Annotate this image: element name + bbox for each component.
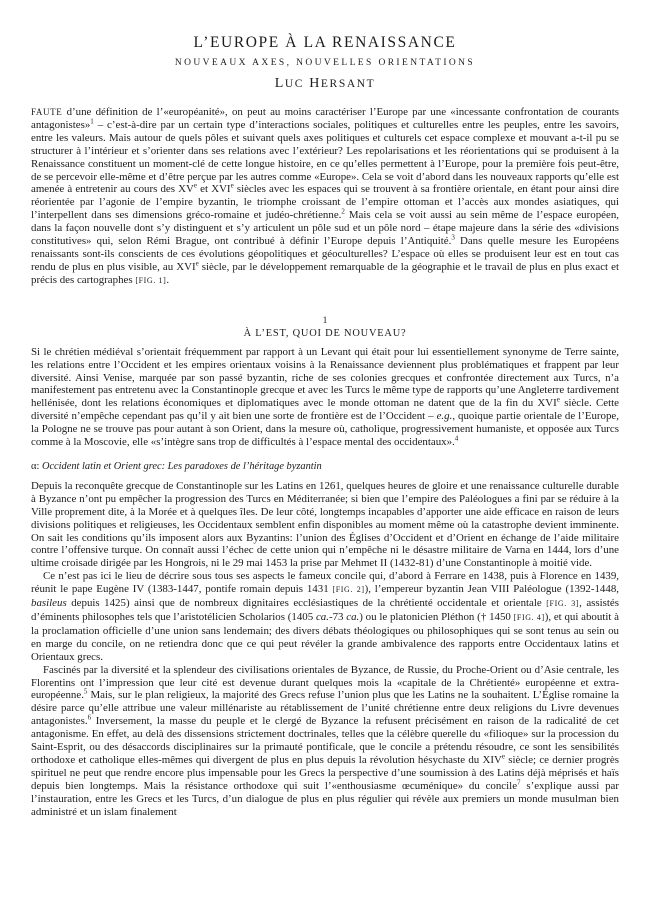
figure-reference: [FIG. 3] xyxy=(546,599,580,609)
subsection-heading xyxy=(31,461,619,472)
intro-lead-word: FAUTE xyxy=(31,107,63,117)
body-text: ), l’empereur byzantin Jean VIII Paléologue (1392-1448, xyxy=(364,583,619,596)
subsection-paragraph-2 xyxy=(31,570,619,663)
ordinal-sup: e xyxy=(193,181,198,190)
intro-text: d’une définition de l’«européanité», on peut au moins caractériser l’Europe par une «incessante confrontation de courants antagonistes» xyxy=(31,106,619,131)
body-text: siècle. Cette diversité n’empêche cependant pas qu’il y ait bien une sorte de frontière est de l’Occident – xyxy=(31,397,619,423)
footnote-ref: 1 xyxy=(90,117,94,126)
intro-text: siècles avec les espaces qui se trouvent à sa frontière orientale, en étant pour ainsi dire réorientée par l’agonie de l’empire byzantin, le triomphe croissant de l’empire ottoman et l’accès aux mondes asiatiques, qui l’interpellent dans ses dimensions gréco-romaine et judéo-chrétienne. xyxy=(31,183,619,222)
footnote-ref: 6 xyxy=(87,713,92,722)
ordinal-sup: e xyxy=(556,395,560,404)
italic-abbrev: ca. xyxy=(346,611,360,623)
figure-reference: [FIG. 4] xyxy=(513,613,545,622)
article-author xyxy=(31,76,619,92)
section-title: À L’EST, QUOI DE NOUVEAU? xyxy=(243,327,407,339)
footnote-ref: 3 xyxy=(451,233,455,242)
body-text: siècle; ce dernier progrès spirituel ne peut que rendre encore plus impensable pour les Grecs la perspective d’une soumission à des Latins déjà méprisés et haïs depuis bien longtemps. Mais la résistance orthodoxe qui suit l’«enthousiasme œcuménique» du concile xyxy=(31,753,619,792)
author-initial-first: L xyxy=(274,76,285,91)
footnote-ref: 5 xyxy=(83,687,88,696)
author-first-rest: UC xyxy=(284,78,305,90)
figure-reference: [FIG. 2] xyxy=(332,585,365,595)
article-title: L’EUROPE À LA RENAISSANCE xyxy=(193,34,457,51)
intro-text: Mais cela se voit aussi au sein même de l’espace européen, dans la façon nouvelle dont s’y distinguent et s’y articulent un pôle sud et un pôle nord – étape majeure dans la série des «divisions constitutives» qui, selon Rémi Brague, ont contribué à définir l’Europe depuis l’Antiquité. xyxy=(31,209,619,248)
intro-text: – c’est-à-dire par un certain type d’interactions sociales, politiques et culturelles entre les peuples, entre les savoirs, entre les valeurs. Mais autour de quels pôles et suivant quels axes politiques et culturels cet espace complexe et mouvant a-t-il pu se structurer à l’intérieur et s’orienter dans ses relations avec l’extérieur? Les repolarisations et les réorientations qui se produisent à la Renaissance constituent un moment-clé de cette longue histoire, en ce qu’elles permettent à l’Europe, pour la première fois peut-être, de se percevoir elle-même et d’être perçue par les autres comme «Europe». Cela se voit d’abord dans les nouveaux rapports qu’elle est amenée à entretenir au cours des XV xyxy=(31,118,619,196)
body-text: Mais, sur le plan religieux, la majorité des Grecs refuse l’union plus que les Latins ne la souhaitent. L’Église romaine la désire parce qu’elle attribue une valeur millénariste au rétablissement de l’unité chrétienne entre deux religions du Livre devenues antagonistes. xyxy=(31,689,619,728)
footnote-ref: 4 xyxy=(454,434,459,443)
footnote-ref: 7 xyxy=(517,778,521,787)
intro-text: et XVI xyxy=(197,183,231,196)
intro-text: siècle, par le développement remarquable de la géographie et le travail de plus en plus exact et précis des cartographes xyxy=(31,260,619,286)
body-text: Depuis la reconquête grecque de Constantinople sur les Latins en 1261, quelques heures de gloire et une renaissance culturelle durable à Byzance n’ont pu empêcher la progression des Turcs en Méditerranée; si bien que l’empire des Paléologues a fini par se réduire à la Ville proprement dite, à la Morée et à quelques îles. De leur côté, longtemps incapables d’apporter une aide efficace en raison de leurs divisions politiques et religieuses, les Occidentaux semblent enfin disponibles au moment même où la catastrophe devient imminente. On sait les conditions qu’ils imposent alors aux Byzantins: l’union des Églises d’Occident et d’Orient en échange de l’aide militaire contre l’offensive turque. On connaît aussi l’échec de cette union qui n’empêche ni le désastre militaire de Varna en 1444, lors d’une ultime croisade dirigée par les Hongrois, ni le 29 mai 1453 la prise par Mehmet II (1432-81) d’une Constantinople à moitié vide. xyxy=(31,479,619,570)
body-text: Inversement, la masse du peuple et le clergé de Byzance la refusent précisément en raison de la radicalité de cet antagonisme. En effet, au delà des dissensions strictement doctrinales, telles que la célèbre querelle du «filioque» sur la procession du Saint-Esprit, ou des désaccords disciplinaires sur la primauté pontificale, que le concile a prétendu résoudre, ce sont les sensibilités orthodoxe et catholique elles-mêmes qui divergent de plus en plus depuis la révolution hésychaste du XIV xyxy=(31,715,619,766)
body-text: depuis 1425) ainsi que de nombreux dignitaires ecclésiastiques de la chrétienté occidentale et orientale xyxy=(66,597,547,610)
intro-paragraph xyxy=(31,106,619,288)
body-text: ) ou le platonicien Pléthon († 1450 xyxy=(359,611,514,623)
article-subtitle: NOUVEAUX AXES, NOUVELLES ORIENTATIONS xyxy=(174,58,476,68)
subsection-paragraph-1 xyxy=(31,480,619,570)
section-1-heading xyxy=(31,316,619,339)
section-1-paragraph xyxy=(31,346,619,449)
body-text: Fascinés par la diversité et la splendeur des civilisations orientales de Byzance, de Russie, du Proche-Orient ou d’Asie centrale, les Florentins ont l’impression que leur cité est devenue durant quelques mois la «capitale de la Chrétienté» européenne et extra-européenne. xyxy=(31,663,619,702)
ordinal-sup: e xyxy=(501,752,505,761)
figure-reference: [FIG. 1] xyxy=(135,275,167,285)
body-text: s’explique aussi par l’instauration, entre les Grecs et les Turcs, d’un dialogue de plus en plus régulier qui révèle aux premiers un monde musulman bien administré et un islam finalement xyxy=(31,779,619,818)
body-text: , assistés d’éminents philosophes tels que l’aristotélicien Scholarios (1405 xyxy=(31,597,619,623)
intro-text: . xyxy=(166,273,170,286)
body-text: -73 xyxy=(328,611,347,623)
author-initial-last: H xyxy=(309,76,321,91)
ordinal-sup: e xyxy=(230,181,234,190)
subsection-paragraph-3 xyxy=(31,664,619,819)
ordinal-sup: e xyxy=(195,259,199,268)
italic-word: basileus xyxy=(31,597,67,610)
body-text: Si le chrétien médiéval s’orientait fréquemment par rapport à un Levant qui était pour lui essentiellement synonyme de Terre sainte, les relations entre l’Occident et les empires orientaux voisins à la Renaissance deviennent plus problématiques et frappent par leur diversité. Ainsi Venise, marquée par son passé byzantin, riche de ses colonies grecques et confrontée directement aux Turcs, n’a manifestement pas entretenu avec la Constantinople grecque et avec les Turcs le même type de rapports qu’une Angleterre tardivement hellénisée, dont les relations économiques et diplomatiques avec le monde ottoman ne datent que de la fin du XVI xyxy=(31,345,619,410)
body-text: ), et qui aboutit à la proclamation officielle d’une union sans lendemain; des divers débats théologiques ou philosophiques qui se sont tenus au sein ou en marge du concile, on ne retiendra donc que ce qui peut révéler la grande ambivalence des rapports entre Occidentaux latins et Orientaux grecs. xyxy=(31,611,619,663)
body-text: , quoique partie orientale de l’Europe, la Pologne ne se trouve pas pour autant à son Orient, dans la mesure où, catholique, progressivement humaniste, et opposée aux Turcs comme à la Moscovie, elle «s’intègre sans trop de difficultés à l’espace mental des occidentaux». xyxy=(31,410,619,449)
italic-abbrev: ca. xyxy=(315,611,329,623)
subsection-letter: α: xyxy=(31,460,40,472)
body-text: Ce n’est pas ici le lieu de décrire sous tous ses aspects le fameux concile qui, d’abord à Ferrare en 1438, puis à Florence en 1439, réunit le pape Eugène IV (1383-1447, pontife romain depuis 1431 xyxy=(31,570,619,596)
subsection-title: Occident latin et Orient grec: Les paradoxes de l’héritage byzantin xyxy=(39,460,322,472)
author-last-rest: ERSANT xyxy=(320,78,376,90)
intro-text: Dans quelle mesure les Européens renaissants sont-ils conscients de ces évolutions géopolitiques et géoculturelles? L’espace où elles se produisent leur est en tout cas rendu de plus en plus visible, au XVI xyxy=(31,235,620,273)
italic-abbrev: e.g. xyxy=(436,410,453,423)
footnote-ref: 2 xyxy=(341,207,345,216)
section-number: 1 xyxy=(322,315,328,326)
